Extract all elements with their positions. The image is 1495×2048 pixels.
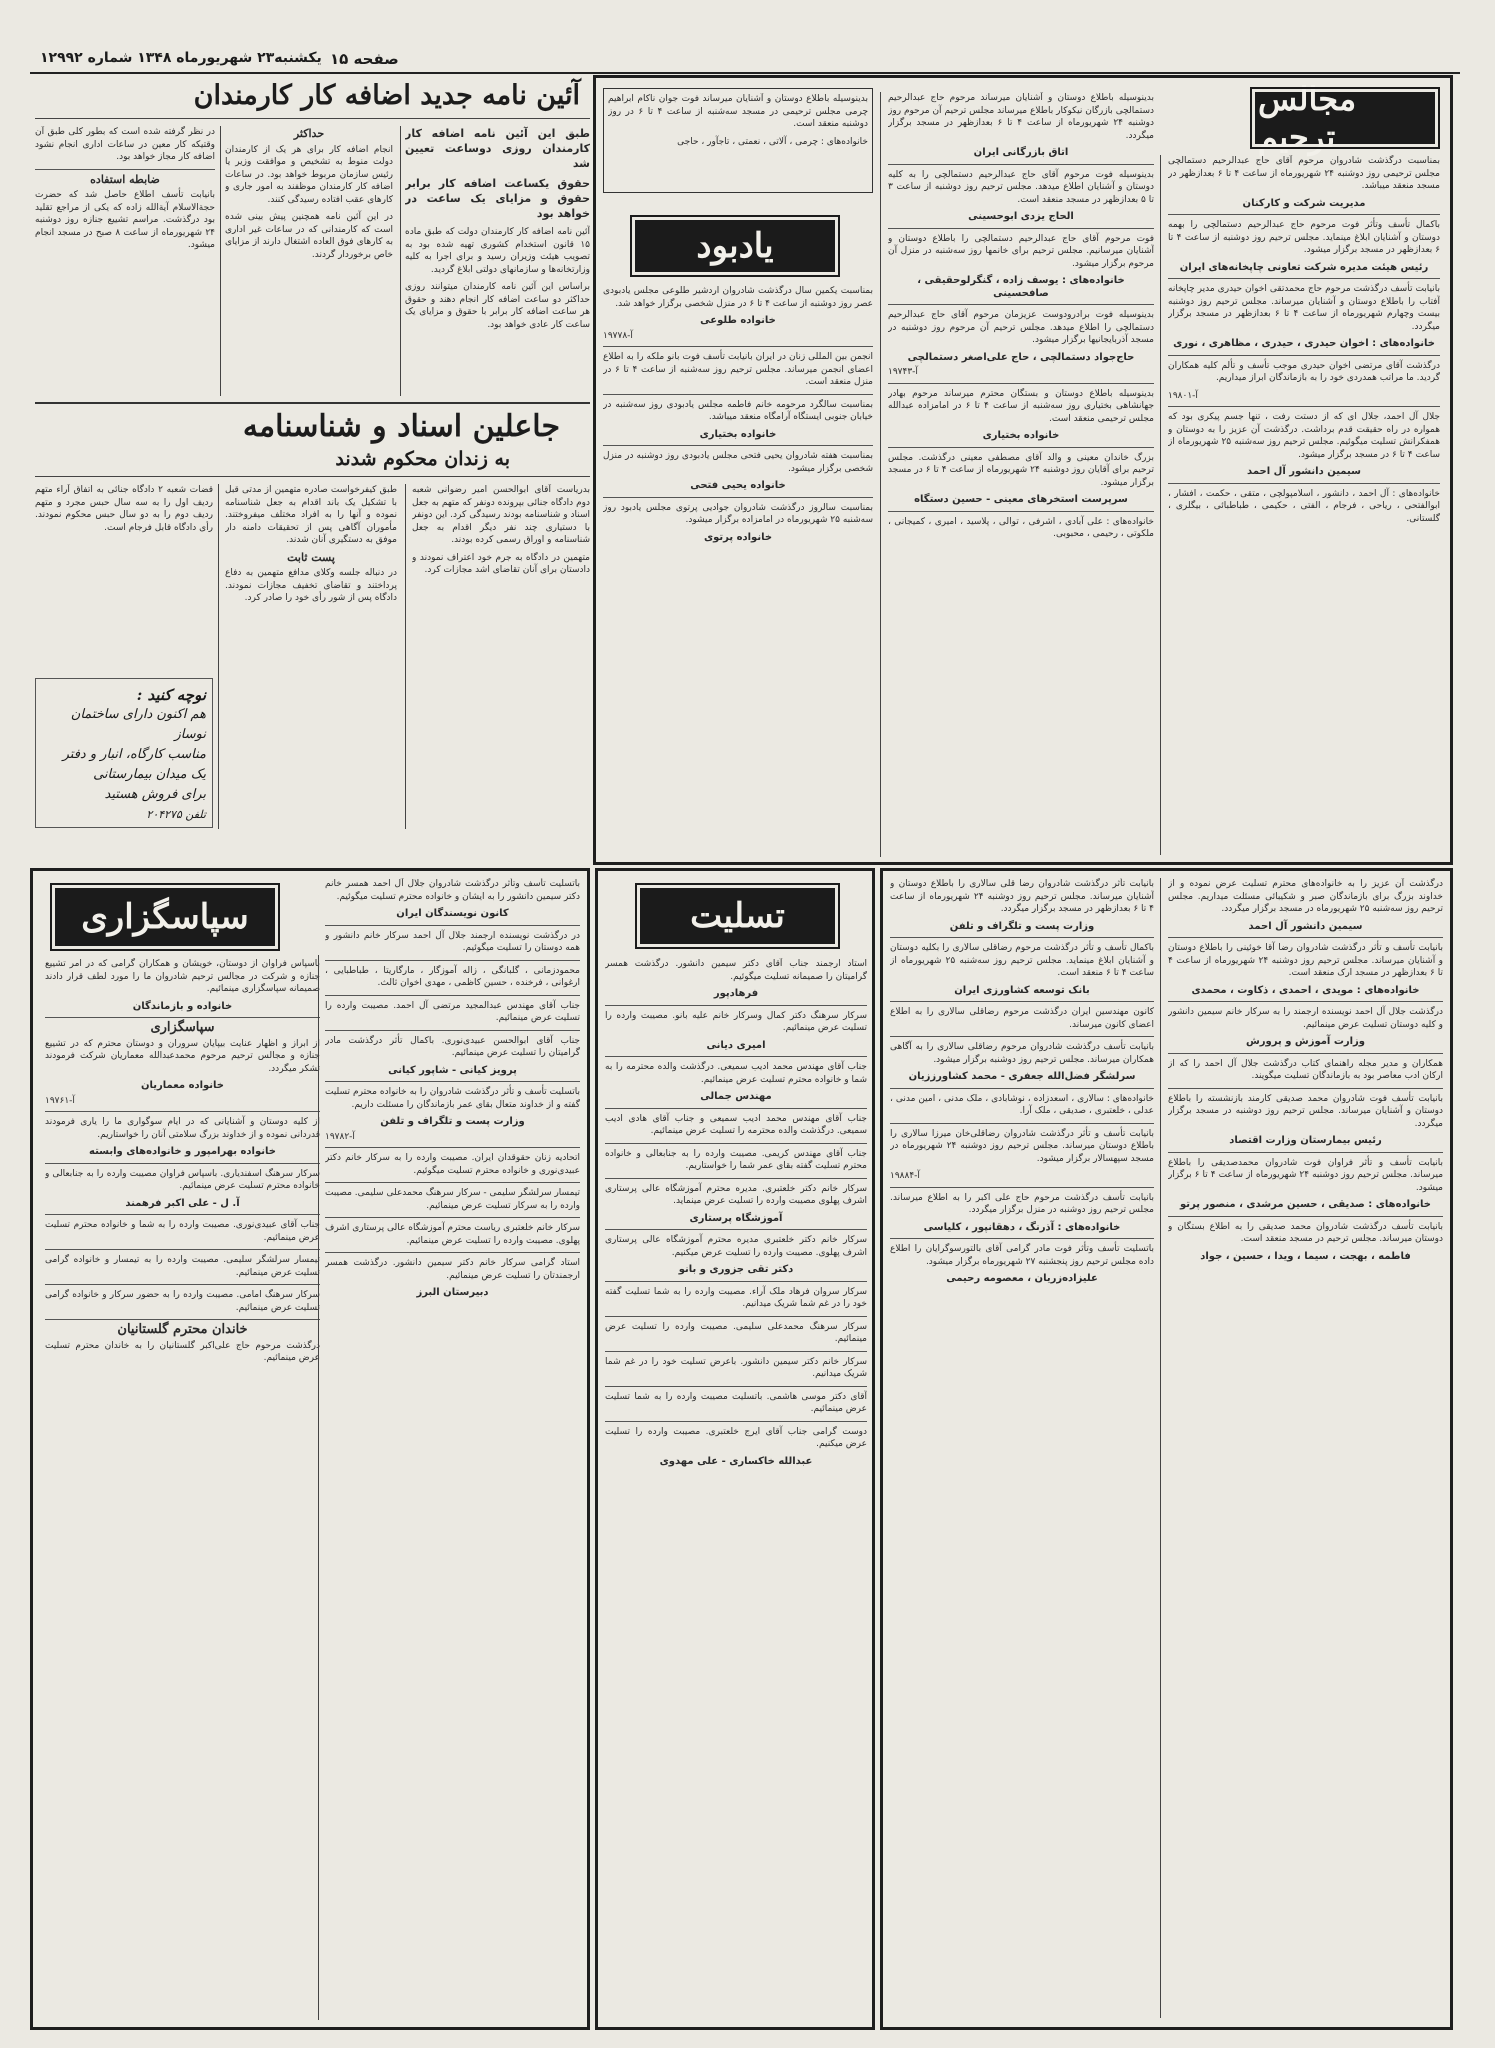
sympathy-1-text: استاد ارجمند جناب آقای دکتر سیمین دانشور. درگذشت همسر گرامیتان را صمیمانه تسلیت میگوئیم. [605,959,867,982]
thanks-mid-sep-3 [325,995,580,996]
memorial-sep-1 [603,346,873,347]
condolence-sep-4 [1168,406,1440,407]
issue-line: یکشنبه۲۳ شهریورماه ۱۳۴۸ شماره ۱۲۹۹۲ [40,50,322,66]
condolence-mid-sep-5 [888,447,1154,448]
listing-code-5: آ-۱۹۷۸۲ [325,1131,355,1142]
handwritten-line-3: مناسب کارگاه، انبار و دفتر [62,747,206,762]
condolence-bottom-mid-signature-4: خانواده‌های : آذرنگ ، دهقانپور ، کلیاسی [923,1221,1121,1233]
forgers-top-rule [35,402,590,404]
condolence-bottom-mid-sep-6 [890,1187,1154,1188]
memorial-title: یادبود [635,220,835,272]
bylaw-column-3: در نظر گرفته شده است که بطور کلی طبق آن وقتیکه کار معین در ساعات اداری انجام نشود اضافه کار مجاز خواهد بود. ضابطه استفاده بانیابت تأسف اطلاع حاصل شد که حضرت حجةالاسلام آیةالله زاده که یکی از مراجع تقلید بود درگذشت. مراسم تشییع جنازه روز دوشنبه ۲۴ شهریورماه از ساعت ۸ صبح در مسجد انجام میشود. [35,127,215,250]
article-bylaw [35,78,590,398]
condolence-bottom-sep-5 [1168,1152,1443,1153]
thanks-sep-6 [45,1284,320,1285]
condolence-title: مجالس ترحیم [1255,92,1435,144]
thanks-2-signature: خانواده معماریان [140,1080,225,1091]
bylaw-col-rule-2 [220,126,221,396]
condolence-col-rule-1 [1160,155,1161,855]
sympathy-sep-2 [605,1056,867,1057]
thanks-1-text: باسپاس فراوان از دوستان، خویشان و همکاران گرامی که در امر تشییع جنازه و شرکت در مجالس ترحیم شادروان ما را مورد لطف قرار دادند صمیمانه سپاسگزاری مینمائیم. [45,959,320,994]
bylaw-separator [35,169,215,170]
sympathy-sep-4 [605,1143,867,1144]
sympathy-sep-8 [605,1316,867,1317]
memorial-4-signature: خانواده پرتوی [703,531,773,543]
condolence-bottom-column-left: بانیابت تأثر درگذشت شادروان رضا قلی سالاری را باطلاع دوستان و آشنایان میرساند. مجلس ترحیم روز دوشنبه ۲۴ شهریورماه از ساعت ۴ تا ۶ بعدازظهر در مسجد برگزار میگردد. وزارت پست و تلگراف و تلفن باکمال تأسف و تأثر درگذشت مرحوم رضاقلی سالاری را بکلیه دوستان و آشنایان ابلاغ مینماید. مجلس ترحیم روز سه‌شنبه ۲۵ شهریورماه از ساعت ۴ تا ۶ منعقد است. بانک توسعه کشاورزی ایران کانون مهندسین ایران درگذشت مرحوم رضاقلی سالاری را به اطلاع اعضای کانون میرساند. بانیابت تأسف درگذشت شادروان مرحوم رضاقلی سالاری را به آگاهی همکاران میرساند. مجلس ترحیم روز دوشنبه برگزار میشود. سرلشگر فضل‌الله جعفری - محمد کشاورززیان خانواده‌های : سالاری ، اسعدزاده ، نوشابادی ، ملک مدنی ، امین مدنی ، عدلی ، خلعتبری ، صدیقی ، ملک آرا. بانیابت تأسف و تأثر درگذشت شادروان رضاقلی‌خان میرزا سالاری را باطلاع دوستان میرساند. مجلس ترحیم روز دوشنبه ۲۴ شهریورماه در مسجد سپهسالار برگزار میشود. آ-۱۹۸۸۴ بانیابت تأسف درگذشت مرحوم حاج علی اکبر را به اطلاع میرساند. مجلس ترحیم روز دوشنبه در منزل برگزار میگردد. خانواده‌های : آذرنگ ، دهقانپور ، کلیاسی باتسلیت تأسف وتأثر فوت مادر گرامی آقای بالتورسوگرایان را اطلاع داده مجلس ترحیم روز پنجشنبه ۲۷ شهریورماه برگزار میشود. علیزاده‌زریان ، معصومه رحیمی [890,879,1154,1284]
thanks-mid-signature-3: وزارت پست و تلگراف و تلفن [380,1116,525,1127]
forgers-col-rule-2 [218,484,219,829]
thanks-mid-sep-7 [325,1182,580,1183]
condolence-mid-signature-3: خانواده‌های : یوسف زاده ، گنگرلوحقیقی ، صافحسینی [917,275,1125,299]
thanks-column-left: باتسلیت تأسف وتأثر درگذشت شادروان جلال آل احمد همسر خانم دکتر سیمین دانشور را به ایشان و خانواده محترم تسلیت میگوئیم. کانون نویسندگان ایران در درگذشت نویسنده ارجمند جلال آل احمد سرکار خانم دانشور و همه دوستان را تسلیت میگوئیم. محمودزمانی ، گلبانگی ، زاله آموزگار ، مارگاریتا ، طباطبایی ، ارغوانی ، فرخنده ، حسین کاظمی ، مهدی اخوان ثالث. جناب آقای مهندس عبدالمجید مرتضی آل احمد. مصیبت وارده را تسلیت عرض مینمائیم. جناب آقای ابوالحسن عبیدی‌نوری. باکمال تأثر درگذشت مادر گرامیتان را تسلیت عرض مینمائیم. پرویز کیانی - شاپور کیانی باتسلیت تأسف و تأثر درگذشت شادروان را به خانواده محترم تسلیت گفته و از خداوند متعال بقای عمر بازماندگان را مسئلت داریم. وزارت پست و تلگراف و تلفن آ-۱۹۷۸۲ اتحادیه زنان حقوقدان ایران. مصیبت وارده را به سرکار خانم دکتر عبیدی‌نوری و خانواده محترم تسلیت میگوئیم. تیمسار سرلشگر سلیمی - سرکار سرهنگ محمدعلی سلیمی. مصیبت وارده را به سرکار تسلیت عرض مینمائیم. سرکار خانم خلعتبری ریاست محترم آموزشگاه عالی پرستاری اشرف پهلوی. مصیبت وارده را تسلیت عرض مینمائیم. استاد گرامی سرکار خانم دکتر سیمین دانشور. درگذشت همسر ارجمندتان را تسلیت عرض مینمائیم. دبیرستان البرز [325,879,580,1298]
sympathy-sep-7 [605,1281,867,1282]
bylaw-bullet-1: طبق این آئین نامه اضافه کار کارمندان روزی دوساعت تعیین شد [405,127,590,170]
forgers-rule [35,476,590,477]
memorial-column: بمناسبت یکمین سال درگذشت شادروان اردشیر طلوعی مجلس یادبودی عصر روز دوشنبه از ساعت ۴ تا ۶ در منزل شخصی برگزار خواهد شد. خانواده طلوعی آ-۱۹۷۷۸ انجمن بین المللی زنان در ایران بانیابت تأسف فوت بانو ملکه را به اطلاع اعضای انجمن میرساند. مجلس ترحیم روز سه‌شنبه از ساعت ۴ تا ۶ در منزل منعقد است. بمناسبت سالگرد مرحومه خانم فاطمه مجلس یادبودی روز سه‌شنبه در خیابان جنوبی ایستگاه آرامگاه منعقد میباشد. خانواده بختیاری بمناسبت هفته شادروان یحیی فتحی مجلس یادبودی روز دوشنبه در منزل شخصی برگزار میشود. خانواده یحیی فتحی بمناسبت سالروز درگذشت شادروان جوادیی پرتوی مجلس یادبود روز سه‌شنبه ۲۵ شهریورماه در امامزاده برگزار میشود. خانواده پرتوی [603,286,873,543]
thanks-col-rule [318,955,319,2020]
bylaw-bullet-2: حقوق یکساعت اضافه کار برابر حقوق و مزایای یک ساعت در خواهد بود [405,177,590,220]
handwritten-phone: تلفن ۲۰۴۲۷۵ [146,808,206,821]
forgers-section-heading: پست ثابت [287,550,335,564]
condolence-bottom-signature-5: خانواده‌های : صدیقی ، حسین مرشدی ، منصور پرتو [1179,1199,1432,1210]
condolence-bottom-sep-3 [1168,1053,1443,1054]
memorial-1-text: بمناسبت یکمین سال درگذشت شادروان اردشیر طلوعی مجلس یادبودی عصر روز دوشنبه از ساعت ۴ تا ۶ در منزل شخصی برگزار خواهد شد. [603,286,873,309]
condolence-bottom-sep-6 [1168,1216,1443,1217]
thanks-3-signature: خانواده بهرامپور و خانواده‌های وابسته [89,1146,276,1157]
condolence-mid-sep-6 [888,511,1154,512]
condolence-bottom-mid-signature-5: علیزاده‌زریان ، معصومه رحیمی [946,1273,1098,1284]
condolence-bottom-signature-2: خانواده‌های : مویدی ، احمدی ، ذکاوت ، محمدی [1191,984,1420,996]
thanks-4-signature: آ. ل - علی اکبر فرهمند [125,1197,240,1209]
memorial-sep-2 [603,394,873,395]
handwritten-line-5: برای فروش هستید [104,787,206,802]
forgers-column-3: قضات شعبه ۲ دادگاه جنائی به اتفاق آراء متهم ردیف اول را به سه سال حبس مجرد و متهم ردیف دوم را به دو سال حبس محکوم نمودند. رأی دادگاه قابل فرجام است. [35,485,213,533]
condolence-column-right: بمناسبت درگذشت شادروان مرحوم آقای حاج عبدالرحیم دستمالچی مجلس ترحیمی روز دوشنبه ۲۴ شهریورماه از ساعت ۴ تا ۶ بعدازظهر در مسجد منعقد میباشد. مدیریت شرکت و کارکنان باکمال تأسف وتأثر فوت مرحوم حاج عبدالرحیم دستمالچی را بهمه دوستان و آشنایان ابلاغ مینماید. مجلس ترحیم روز دوشنبه از ساعت ۴ تا ۶ بعدازظهر در مسجد برگزار میشود. رئیس هیئت مدیره شرکت تعاونی چاپخانه‌های ایران بانیابت تأسف درگذشت مرحوم حاج محمدتقی اخوان حیدری مدیر چاپخانه آفتاب را باطلاع دوستان و آشنایان میرساند. مجلس ترحیم روز دوشنبه بیست وچهارم شهریورماه از ساعت ۴ تا ۶ بعدازظهر در مسجد برگزار میگردد. خانواده‌های : اخوان حیدری ، حیدری ، مظاهری ، نوری درگذشت آقای مرتضی اخوان حیدری موجب تأسف و تألم کلیه همکاران گردید. ما مراتب همدردی خود را به بازماندگان ابراز میداریم. آ-۱۹۸۰۱ جلال آل احمد، جلال ای که از دستت رفت ، تنها جسم پیکری بود که همواره در راه حقیقت قدم برداشت. درگذشت آن عزیز را به دوستان و همفکرانش تسلیت میگوئیم. مجلس ترحیم روز سه‌شنبه ۲۵ شهریورماه از ساعت ۴ تا ۶ در مسجد برگزار میشود. سیمین دانشور آل احمد خانواده‌های : آل احمد ، دانشور ، اسلامپولچی ، متقی ، حکمت ، افشار ، ابوالفتحی ، ریاحی ، فرجام ، الفتی ، حکیمی ، طباطبائی ، بیگلری ، گلستانی. [1168,156,1440,524]
thanks-mid-sep-9 [325,1252,580,1253]
bylaw-headline: آئین نامه جدید اضافه کار کارمندان [193,80,580,111]
sympathy-title: تسلیت [640,888,835,944]
thanks-sep-3 [45,1163,320,1164]
bylaw-subheading: حداکثر [293,127,325,140]
forgers-headline: جاعلین اسناد و شناسنامه [242,409,560,444]
forgers-column-1: بدریاست آقای ابوالحسن امیر رضوانی شعبه دوم دادگاه جنائی بپرونده دونفر که متهم به جعل اسناد و شناسنامه بودند رسیدگی کرد. این دونفر با دستیاری چند نفر دیگر اقدام به جعل شناسنامه و اوراق رسمی کرده بودند. متهمین در دادگاه به جرم خود اعتراف نمودند و دادستان برای آنان تقاضای اشد مجازات کرد. [412,485,590,575]
listing-code-2: آ-۱۹۷۴۳ [888,367,918,377]
condolence-top-text: بمناسبت درگذشت شادروان مرحوم آقای حاج عبدالرحیم دستمالچی مجلس ترحیمی روز دوشنبه ۲۴ شهریورماه از ساعت ۴ تا ۶ بعدازظهر در مسجد منعقد میباشد. [1168,156,1440,191]
sympathy-column: استاد ارجمند جناب آقای دکتر سیمین دانشور. درگذشت همسر گرامیتان را صمیمانه تسلیت میگوئیم. فرهادپور سرکار سرهنگ دکتر کمال وسرکار خانم علیه بانو. مصیبت وارده را تسلیت عرض مینمائیم. امیری دیانی جناب آقای مهندس محمد ادیب سمیعی. درگذشت والده محترمه را به شما و خانواده محترم تسلیت عرض مینمائیم. مهندس جمالی جناب آقای مهندس محمد ادیب سمیعی و جناب آقای هادی ادیب سمیعی. درگذشت والده محترمه را تسلیت عرض مینمائیم. جناب آقای مهندس کریمی. مصیبت وارده را به جنابعالی و خانواده محترم تسلیت گفته بقای عمر شما را خواستاریم. سرکار خانم دکتر خلعتبری. مدیره محترم آموزشگاه عالی پرستاری اشرف پهلوی مصیبت وارده را تسلیت عرض مینماید. آموزشگاه پرستاری سرکار خانم دکتر خلعتبری مدیره محترم آموزشگاه عالی پرستاری اشرف پهلوی. مصیبت وارده را تسلیت عرض میکنیم. دکتر تقی جزوری و بانو سرکار سروان فرهاد ملک آراء. مصیبت وارده را به شما تسلیت گفته خود را در غم شما شریک میدانیم. سرکار سرهنگ محمدعلی سلیمی. مصیبت وارده را تسلیت عرض مینمائیم. سرکار خانم دکتر سیمین دانشور. باعرض تسلیت خود را در غم شما شریک میدانیم. آقای دکتر موسی هاشمی. باتسلیت مصیبت وارده را به شما تسلیت عرض مینمائیم. دوست گرامی جناب آقای ایرج خلعتبری. مصیبت وارده را تسلیت عرض میکنیم. عبدالله خاکساری - علی مهدوی [605,959,867,1467]
condolence-bottom-signature-1: سیمین دانشور آل احمد [1248,920,1363,932]
sympathy-sep-1 [605,1005,867,1006]
sympathy-5-signature: دکتر تقی جزوری و بانو [678,1264,794,1275]
condolence-bottom-col-rule [1160,878,1161,2018]
sympathy-sep-9 [605,1351,867,1352]
thanks-mid-signature-4: دبیرستان البرز [416,1287,489,1298]
condolence-bottom-mid-sep-5 [890,1123,1154,1124]
bylaw-col-rule-1 [400,126,401,396]
sympathy-sep-6 [605,1229,867,1230]
memorial-sep-3 [603,445,873,446]
condolence-col-rule-2 [880,92,881,857]
condolence-2-signature: رئیس هیئت مدیره شرکت تعاونی چاپخانه‌های ایران [1179,261,1429,273]
sympathy-2-signature: امیری دیانی [706,1039,766,1051]
condolence-bottom-mid-sep-7 [890,1238,1154,1239]
listing-code-1: آ-۱۹۸۰۱ [1168,390,1198,401]
memorial-3-signature: خانواده یحیی فتحی [690,480,786,491]
memorial-2-text: بمناسبت سالگرد مرحومه خانم فاطمه مجلس یادبودی روز سه‌شنبه در خیابان جنوبی ایستگاه آرامگاه منعقد میباشد. [603,399,873,422]
thanks-sep-1 [45,1017,320,1018]
thanks-title: سپاسگزاری [55,888,275,946]
sympathy-sep-11 [605,1421,867,1422]
thanks-3-text: از کلیه دوستان و آشنایانی که در ایام سوگواری ما را یاری فرمودند قدردانی نموده و از خداوند بزرگ سلامتی آنان را خواستاریم. [45,1117,320,1140]
thanks-sep-7 [45,1319,320,1320]
handwritten-line-4: یک میدان بیمارستانی [93,767,206,782]
forgers-subheadline: به زندان محکوم شدند [335,448,510,470]
thanks-mid-sep-4 [325,1030,580,1031]
thanks-5-heading: خاندان محترم گلستانیان [117,1322,248,1337]
condolence-mid-sep-4 [888,383,1154,384]
thanks-2-heading: سپاسگزاری [150,1020,215,1035]
condolence-bottom-mid-sep-1 [890,937,1154,938]
listing-code-3: آ-۱۹۷۷۸ [603,330,633,341]
condolence-bottom-signature-6: فاطمه ، بهجت ، سیما ، ویدا ، حسین ، جواد [1200,1250,1411,1262]
memorial-top-text: بدینوسیله باطلاع دوستان و آشنایان میرساند فوت جوان ناکام ابراهیم چرمی مجلس ترحیمی در مسجد سه‌شنبه از ساعت ۴ تا ۶ در روز دوشنبه منعقد است. خانواده‌های : چرمی ، آلاتی ، نعمتی ، تاجآور ، حاجی [608,94,868,147]
bylaw-box-heading: ضابطه استفاده [90,172,160,186]
condolence-mid-signature-4: حاج‌جواد دستمالچی ، حاج علی‌اصغر دستمالچی [907,351,1135,363]
sympathy-1-signature: فرهادپور [713,988,759,999]
sympathy-4-signature: آموزشگاه پرستاری [689,1212,783,1224]
condolence-mid-signature-1: اتاق بازرگانی ایران [973,147,1069,158]
condolence-bottom-mid-sep-2 [890,1001,1154,1002]
forgers-column-2: طبق کیفرخواست صادره متهمین از مدتی قبل با تشکیل یک باند اقدام به جعل شناسنامه نموده و آنها را به افراد مختلف میفروختند. مأموران آگاهی پس از تحقیقات دامنه دار موفق به دستگیری آنان شدند. پست ثابت در دنباله جلسه وکلای مدافع متهمین به دفاع پرداختند و تقاضای تخفیف مجازات نمودند. دادگاه پس از شور رأی خود را صادر کرد. [225,485,397,603]
thanks-2-text: از ابراز و اظهار عنایت بیپایان سروران و دوستان محترم که در تشییع جنازه و مجالس ترحیم مرحوم محمدعبدالله معماریان شرکت فرمودند تشکر میگردد. [45,1038,320,1074]
thanks-sep-5 [45,1249,320,1250]
forgers-col-rule-1 [405,484,406,829]
masthead-rule [30,72,1460,74]
listing-code-4: آ-۱۹۷۶۱ [45,1095,75,1106]
condolence-mid-signature-2: الحاج یزدی ابوحسینی [968,211,1074,222]
condolence-sep-2 [1168,278,1440,279]
handwritten-line-1: نوچه کنید : [136,686,206,704]
condolence-bottom-mid-sep-3 [890,1036,1154,1037]
condolence-mid-sep-2 [888,228,1154,229]
condolence-column-middle: بدینوسیله باطلاع دوستان و آشنایان میرساند مرحوم حاج عبدالرحیم دستمالچی بازرگان نیکوکار باطلاع میرساند مجلس ترحیم آن مرحوم روز دوشنبه ۲۴ شهریورماه از ساعت ۴ تا ۶ بعدازظهر در مسجد برگزار میگردد. اتاق بازرگانی ایران بدینوسیله فوت مرحوم آقای حاج عبدالرحیم دستمالچی را به کلیه دوستان و آشنایان اطلاع میدهد. مجلس ترحیم روز دوشنبه از ساعت ۳ تا ۵ بعدازظهر در مسجد منعقد است. الحاج یزدی ابوحسینی فوت مرحوم آقای حاج عبدالرحیم دستمالچی را باطلاع دوستان و آشنایان میرسانیم. مجلس ترحیم برای خانمها روز سه‌شنبه در منزل آن مرحوم برگزار میشود. خانواده‌های : یوسف زاده ، گنگرلوحقیقی ، صافحسینی بدینوسیله فوت برادرودوست عزیزمان مرحوم آقای حاج عبدالرحیم دستمالچی را اطلاع میدهد. مجلس ترحیم آن مرحوم روز دوشنبه در مسجد آذربایجانیها برگزار میشود. حاج‌جواد دستمالچی ، حاج علی‌اصغر دستمالچی آ-۱۹۷۴۳ بدینوسیله باطلاع دوستان و بستگان محترم میرساند مرحوم بهادر جهانشاهی بختیاری روز سه‌شنبه از ساعت ۴ تا ۶ در امامزاده عبدالله مجلس ترحیمی منعقد است. خانواده بختیاری بزرگ خاندان معینی و والد آقای مصطفی معینی درگذشت. مجلس ترحیم برای آقایان روز دوشنبه ۲۴ شهریورماه از ساعت ۴ تا ۶ در مسجد برگزار میشود. سرپرست استخرهای معینی - حسین دستگاه خانواده‌های : علی آبادی ، اشرفی ، توالی ، پلاسید ، امیری ، کمیجانی ، ملکوتی ، رحیمی ، محبوبی. [888,93,1154,539]
memorial-box-top [603,88,873,193]
thanks-mid-sep-2 [325,960,580,961]
condolence-bottom-mid-sep-4 [890,1088,1154,1089]
memorial-sep-4 [603,497,873,498]
condolence-bottom-sep-4 [1168,1088,1443,1089]
condolence-mid-sep-1 [888,164,1154,165]
condolence-mid-signature-5: خانواده بختیاری [982,430,1060,441]
condolence-top-signature: مدیریت شرکت و کارکنان [1242,197,1366,209]
condolence-2-text: باکمال تأسف وتأثر فوت مرحوم حاج عبدالرحیم دستمالچی را بهمه دوستان و آشنایان ابلاغ مینماید. مجلس ترحیم روز دوشنبه از ساعت ۴ تا ۶ بعدازظهر در مسجد برگزار میشود. [1168,220,1440,255]
thanks-mid-signature-2: پرویز کیانی - شاپور کیانی [388,1064,517,1076]
article-forgers [35,408,590,836]
page-number: صفحه ۱۵ [330,50,399,68]
memorial-4-text: بمناسبت سالروز درگذشت شادروان جوادیی پرتوی مجلس یادبود روز سه‌شنبه ۲۵ شهریورماه در امامزاده برگزار میشود. [603,502,873,525]
thanks-mid-sep-6 [325,1147,580,1148]
thanks-1-signature: خانواده و بازماندگان [132,1000,233,1012]
bylaw-rule [35,118,590,119]
bylaw-column-2: حداکثر انجام اضافه کار برای هر یک از کارمندان دولت منوط به تشخیص و موافقت وزیر یا رئیس سازمان مربوط خواهد بود. در ساعات اضافه کار کارمندان موظفند به امور جاری و کارهای عقب افتاده رسیدگی کنند. در این آئین نامه همچنین پیش بینی شده است که کارمندانی که در ساعات غیر اداری به کارهای فوق العاده اشتغال دارند از مزایای خاص برخوردار گردند. [225,127,393,260]
sympathy-sep-5 [605,1178,867,1179]
handwritten-line-2: هم اکنون دارای ساختمان نوساز [70,707,206,742]
condolence-bottom-mid-signature-2: بانک توسعه کشاورزی ایران [954,984,1090,996]
sympathy-6-signature: عبدالله خاکساری - علی مهدوی [659,1455,813,1467]
sympathy-sep-10 [605,1386,867,1387]
sympathy-4-text: سرکار خانم دکتر خلعتبری. مدیره محترم آموزشگاه عالی پرستاری اشرف پهلوی مصیبت وارده را تسلیت عرض مینماید. [605,1183,867,1206]
thanks-mid-sep-5 [325,1081,580,1082]
bylaw-bullets: طبق این آئین نامه اضافه کار کارمندان روزی دوساعت تعیین شد حقوق یکساعت اضافه کار برابر حقوق و مزایای یک ساعت در خواهد بود آئین نامه اضافه کار کارمندان دولت که طبق ماده ۱۵ قانون استخدام کشوری تهیه شده بود به تصویب هیئت وزیران رسید و برای اجرا به کلیه وزارتخانه‌ها و سازمانهای دولتی ابلاغ گردید. براساس این آئین نامه کارمندان میتوانند روزی حداکثر دو ساعت اضافه کار انجام دهند و حقوق هر ساعت اضافه کار برابر با حقوق و مزایای یک ساعت کار عادی خواهد بود. [405,127,590,330]
condolence-sep-5 [1168,483,1440,484]
sympathy-3-signature: مهندس جمالی [700,1091,772,1102]
handwritten-note [35,678,213,828]
condolence-mid-sep-3 [888,304,1154,305]
condolence-sep-1 [1168,214,1440,215]
condolence-bottom-column-right: درگذشت آن عزیز را به خانواده‌های محترم تسلیت عرض نموده و از خداوند بزرگ برای بازماندگان صبر و شکیبائی مسئلت میداریم. مجلس ترحیم روز سه‌شنبه ۲۵ شهریورماه در مسجد برگزار میگردد. سیمین دانشور آل احمد بانیابت تأسف و تأثر درگذشت شادروان رضا آقا خوئینی را باطلاع دوستان و آشنایان میرساند. مجلس ترحیم روز دوشنبه ۲۴ شهریورماه از ساعت ۴ تا ۶ بعدازظهر در مسجد ارک منعقد است. خانواده‌های : مویدی ، احمدی ، ذکاوت ، محمدی درگذشت جلال آل احمد نویسنده ارجمند را به سرکار خانم سیمین دانشور و کلیه دوستان تسلیت عرض مینمائیم. وزارت آموزش و پرورش همکاران و مدیر مجله راهنمای کتاب درگذشت جلال آل احمد را که از ارکان ادب معاصر بود به بازماندگان تسلیت میگویند. بانیابت تأسف فوت شادروان محمد صدیقی کارمند بازنشسته را باطلاع دوستان و آشنایان میرساند. مجلس ترحیم روز دوشنبه در مسجد برگزار میگردد. رئیس بیمارستان وزارت اقتصاد بانیابت تأسف و تأثر فراوان فوت شادروان محمدصدیقی را باطلاع میرساند. مجلس ترحیم روز دوشنبه ۲۴ شهریورماه از ساعت ۴ تا ۶ برگزار میشود. خانواده‌های : صدیقی ، حسین مرشدی ، منصور پرتو بانیابت تأسف درگذشت شادروان محمد صدیقی را به اطلاع بستگان و دوستان میرساند. مجلس ترحیم در مسجد منعقد است. فاطمه ، بهجت ، سیما ، ویدا ، حسین ، جواد [1168,879,1443,1262]
condolence-sep-3 [1168,355,1440,356]
sympathy-3-text: جناب آقای مهندس محمد ادیب سمیعی. درگذشت والده محترمه را به شما و خانواده محترم تسلیت عرض مینمائیم. [605,1062,867,1085]
condolence-bottom-mid-signature-1: وزارت پست و تلگراف و تلفن [949,920,1095,932]
thanks-mid-sep-1 [325,925,580,926]
condolence-bottom-mid-signature-3: سرلشگر فضل‌الله جعفری - محمد کشاورززیان [908,1071,1136,1082]
thanks-sep-2 [45,1111,320,1112]
thanks-sep-4 [45,1214,320,1215]
condolence-bottom-signature-3: وزارت آموزش و پرورش [1245,1036,1366,1047]
condolence-bottom-sep-1 [1168,937,1443,938]
condolence-4-signature: سیمین دانشور آل احمد [1247,466,1361,477]
thanks-mid-signature-1: کانون نویسندگان ایران [396,908,509,919]
condolence-3-signature: خانواده‌های : اخوان حیدری ، حیدری ، مظاهری ، نوری [1173,338,1435,349]
memorial-1-signature: خانواده طلوعی [700,315,776,326]
sympathy-sep-3 [605,1108,867,1109]
condolence-mid-signature-6: سرپرست استخرهای معینی - حسین دستگاه [914,494,1128,505]
condolence-bottom-signature-4: رئیس بیمارستان وزارت اقتصاد [1229,1135,1382,1146]
memorial-2-signature: خانواده بختیاری [699,428,777,440]
thanks-column-right: باسپاس فراوان از دوستان، خویشان و همکاران گرامی که در امر تشییع جنازه و شرکت در مجالس ترحیم شادروان ما را مورد لطف قرار دادند صمیمانه سپاسگزاری مینمائیم. خانواده و بازماندگان سپاسگزاری از ابراز و اظهار عنایت بیپایان سروران و دوستان محترم که در تشییع جنازه و مجالس ترحیم مرحوم محمدعبدالله معماریان شرکت فرمودند تشکر میگردد. خانواده معماریان آ-۱۹۷۶۱ از کلیه دوستان و آشنایانی که در ایام سوگواری ما را یاری فرمودند قدردانی نموده و از خداوند بزرگ سلامتی آنان را خواستاریم. خانواده بهرامپور و خانواده‌های وابسته سرکار سرهنگ اسفندیاری. باسپاس فراوان مصیبت وارده را به جنابعالی و خانواده محترم تسلیت عرض مینمائیم. آ. ل - علی اکبر فرهمند جناب آقای عبیدی‌نوری. مصیبت وارده را به شما و خانواده محترم تسلیت عرض مینمائیم. تیمسار سرلشگر سلیمی. مصیبت وارده را به تیمسار و خانواده گرامی تسلیت عرض مینمائیم. سرکار سرهنگ امامی. مصیبت وارده را به حضور سرکار و خانواده گرامی تسلیت عرض مینمائیم. خاندان محترم گلستانیان درگذشت مرحوم حاج علی‌اکبر گلستانیان را به خاندان محترم تسلیت عرض مینمائیم. [45,959,320,1363]
condolence-bottom-sep-2 [1168,1001,1443,1002]
listing-code-6: آ-۱۹۸۸۴ [890,1171,920,1181]
thanks-mid-sep-8 [325,1217,580,1218]
